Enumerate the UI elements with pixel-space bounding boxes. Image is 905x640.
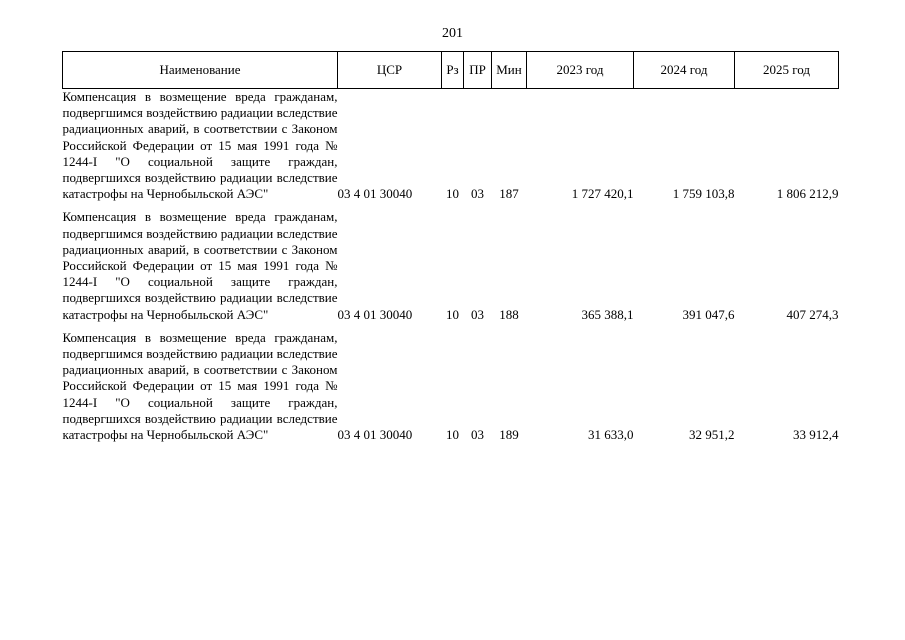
header-rz: Рз bbox=[442, 52, 464, 89]
table-row bbox=[63, 202, 839, 322]
header-2024: 2024 год bbox=[634, 52, 735, 89]
row-rz: 10 bbox=[446, 186, 459, 202]
row-2025: 407 274,3 bbox=[786, 306, 839, 322]
header-pr: ПР bbox=[464, 52, 492, 89]
row-rz: 10 bbox=[446, 427, 459, 443]
row-pr: 03 bbox=[471, 186, 484, 202]
row-2023: 1 727 420,1 bbox=[571, 186, 634, 202]
row-min: 188 bbox=[499, 306, 519, 322]
row-2023: 31 633,0 bbox=[588, 427, 634, 443]
table-row bbox=[63, 89, 839, 203]
row-csr: 03 4 01 30040 bbox=[337, 306, 413, 322]
row-2024: 391 047,6 bbox=[682, 306, 735, 322]
row-2025: 1 806 212,9 bbox=[776, 186, 839, 202]
row-min: 189 bbox=[499, 427, 519, 443]
row-2024: 32 951,2 bbox=[689, 427, 735, 443]
header-2023: 2023 год bbox=[527, 52, 634, 89]
row-csr: 03 4 01 30040 bbox=[337, 186, 413, 202]
row-name: Компенсация в возмещение вреда гражданам, подвергшимся воздействию радиации вследствие радиационных аварий, в соответствии с Законом Российской Федерации от 15 мая 1991 года № 1244-I "О социальной защите граждан, подвергшихся воздействию радиации вследствие катастрофы на Чернобыльской АЭС" bbox=[62, 329, 338, 443]
table-header-row bbox=[63, 52, 839, 89]
row-csr: 03 4 01 30040 bbox=[337, 427, 413, 443]
row-pr: 03 bbox=[471, 427, 484, 443]
row-min: 187 bbox=[499, 186, 519, 202]
row-rz: 10 bbox=[446, 306, 459, 322]
row-pr: 03 bbox=[471, 306, 484, 322]
row-name: Компенсация в возмещение вреда гражданам, подвергшимся воздействию радиации вследствие радиационных аварий, в соответствии с Законом Российской Федерации от 15 мая 1991 года № 1244-I "О социальной защите граждан, подвергшихся воздействию радиации вследствие катастрофы на Чернобыльской АЭС" bbox=[62, 89, 338, 202]
row-2024: 1 759 103,8 bbox=[672, 186, 735, 202]
row-name: Компенсация в возмещение вреда гражданам, подвергшимся воздействию радиации вследствие радиационных аварий, в соответствии с Законом Российской Федерации от 15 мая 1991 года № 1244-I "О социальной защите граждан, подвергшихся воздействию радиации вследствие катастрофы на Чернобыльской АЭС" bbox=[62, 209, 338, 322]
header-2025: 2025 год bbox=[735, 52, 839, 89]
header-name: Наименование bbox=[63, 52, 338, 89]
table-row bbox=[63, 323, 839, 443]
header-csr: ЦСР bbox=[338, 52, 442, 89]
header-min: Мин bbox=[492, 52, 527, 89]
row-2025: 33 912,4 bbox=[793, 427, 839, 443]
row-2023: 365 388,1 bbox=[581, 306, 634, 322]
page-number: 201 bbox=[442, 26, 463, 41]
budget-table bbox=[62, 51, 839, 443]
